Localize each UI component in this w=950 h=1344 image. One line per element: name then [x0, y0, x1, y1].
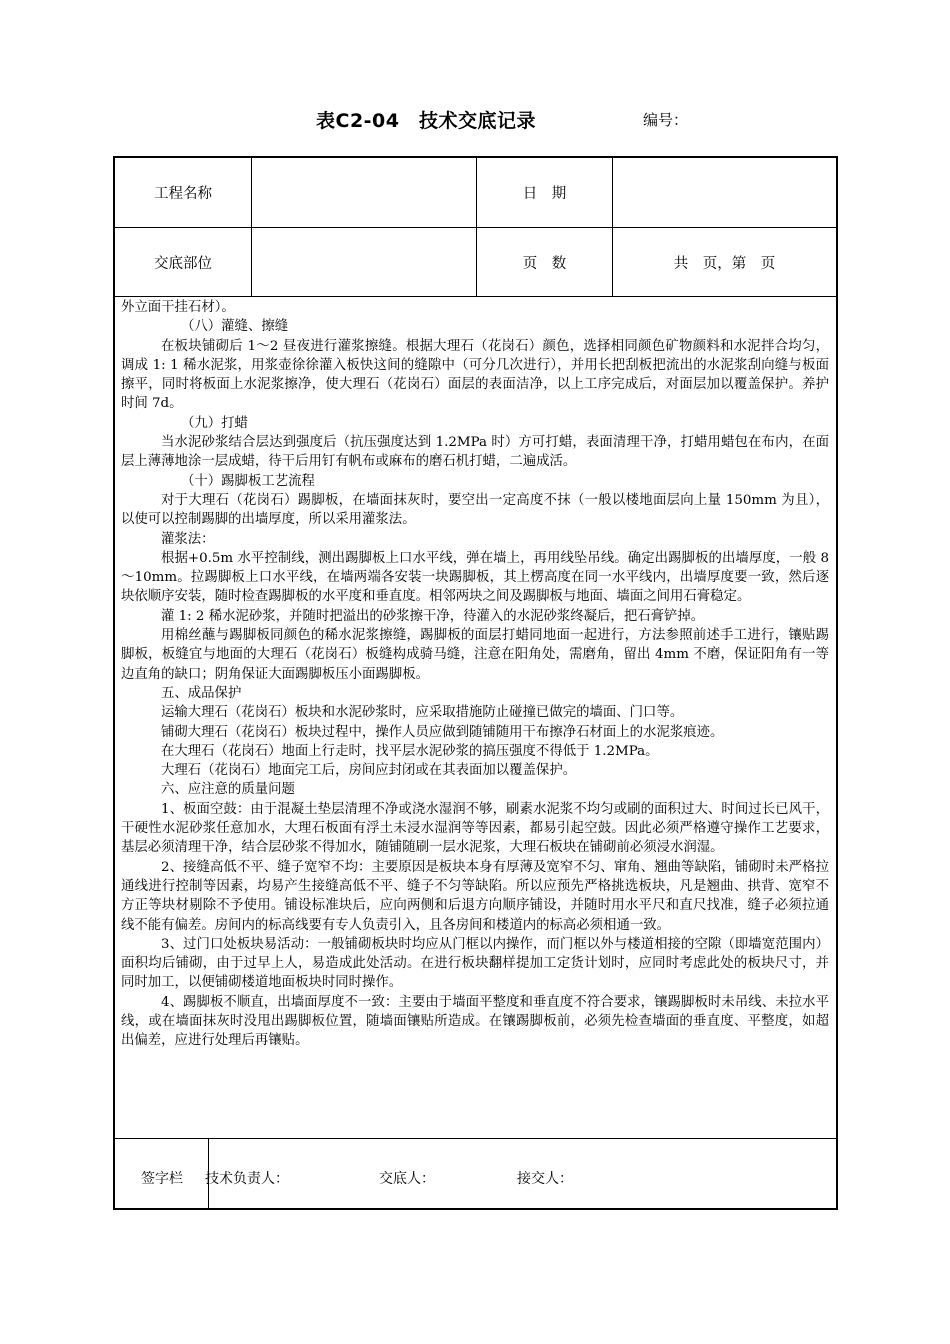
signature-label: 签字栏 [141, 1171, 183, 1187]
paragraph: 在板块铺砌后 1～2 昼夜进行灌浆擦缝。根据大理石（花岗石）颜色，选择相同颜色矿物颜料和水泥拌合均匀，调成 1: 1 稀水泥浆，用浆壶徐徐灌入板快这间的缝隙中（可分几次进行），并用长把刮板把流出的水泥浆刮向缝与板面擦平，同时将板面上水泥浆擦净，使大理石（花岗石）面层的表面洁净，以上工序完成后，对面层加以覆盖保护。养护时间 7d。 [121, 338, 829, 412]
section-heading: 五、成品保护 [161, 685, 242, 701]
paragraph: 根据+0.5m 水平控制线，测出踢脚板上口水平线，弹在墙上，再用线坠吊线。确定出踢脚板的出墙厚度，一般 8～10mm。拉踢脚板上口水平线，在墙两端各安装一块踢脚板，其上楞高度在同一水平线内，出墙厚度要一致，然后逐块依顺序安装，随时检查踢脚板的水平度和垂直度。相邻两块之间及踢脚板与地面、墙面之间用石膏稳定。 [121, 550, 829, 605]
paragraph: 外立面干挂石材）。 [121, 300, 235, 315]
number-label: 编号： [643, 111, 689, 129]
section-heading: （十）踢脚板工艺流程 [181, 473, 315, 489]
date-field[interactable] [613, 158, 836, 227]
paragraph: 用棉丝蘸与踢脚板同颜色的稀水泥浆擦缝，踢脚板的面层打蜡同地面一起进行，方法参照前述手工进行，镶贴踢脚板，板缝宜与地面的大理石（花岗石）板缝构成骑马缝，注意在阳角处，需磨角，留出 4mm 不磨，保证阳角有一等边直角的缺口；阴角保证大面踢脚板压小面踢脚板。 [121, 628, 829, 682]
page-title: 表C2-04 技术交底记录 [316, 110, 536, 132]
project-name-field[interactable] [252, 158, 476, 227]
paragraph: 2、接缝高低不平、缝子宽窄不均：主要原因是板块本身有厚薄及宽窄不匀、窜角、翘曲等缺陷，铺砌时未严格拉通线进行控制等因素，均易产生接缝高低不平、缝子不匀等缺陷。所以应预先严格挑选板块，凡是翘曲、拱背、宽窄不方正等块材剔除不予使用。铺设标准块后，应向两侧和后退方向顺序铺设，并随时用水平尺和直尺找准，缝子必须拉通线不能有偏差。房间内的标高线要有专人负责引入，且各房间和楼道内的标高必须相通一致。 [121, 859, 829, 933]
paragraph: 3、过门口处板块易活动：一般铺砌板块时均应从门框以内操作，而门框以外与楼道相接的空隙（即墙宽范围内）面积均后铺砌，由于过早上人，易造成此处活动。在进行板块翻样提加工定货计划时，应同时考虑此处的板块尺寸，并同时加工，以便铺砌楼道地面板块时同时操作。 [121, 936, 829, 991]
paragraph: 当水泥砂浆结合层达到强度后（抗压强度达到 1.2MPa 时）方可打蜡，表面清理干净，打蜡用蜡包在布内，在面层上薄薄地涂一层成蜡，待干后用钉有帆布或麻布的磨石机打蜡，二遍成活。 [121, 435, 829, 470]
tech-lead-signature[interactable]: 技术负责人： [205, 1171, 289, 1187]
paragraph: 运输大理石（花岗石）板块和水泥砂浆时，应采取措施防止碰撞已做完的墙面、门口等。 [161, 705, 684, 721]
paragraph: 在大理石（花岗石）地面上行走时，找平层水泥砂浆的搞压强度不得低于 1.2MPa。 [161, 743, 659, 759]
disclosure-part-label: 交底部位 [154, 255, 212, 272]
section-heading: （九）打蜡 [181, 415, 248, 431]
receiver-signature[interactable]: 接交人： [517, 1171, 573, 1187]
disclosure-part-field[interactable] [252, 228, 476, 296]
title-bar [0, 106, 950, 134]
paragraph: 1、板面空鼓：由于混凝土垫层清理不净或浇水湿润不够，刷素水泥浆不均匀或刷的面积过大、时间过长已风干，干硬性水泥砂浆任意加水，大理石板面有浮土未浸水湿润等等因素，都易引起空鼓。因此必须严格遵守操作工艺要求，基层必须清理干净，结合层砂浆不得加水，随铺随刷一层水泥浆，大理石板块在铺砌前必须浸水润湿。 [121, 801, 829, 856]
discloser-signature[interactable]: 交底人： [379, 1171, 435, 1187]
section-heading: 六、应注意的质量问题 [161, 782, 295, 798]
paragraph: 灌 1: 2 稀水泥砂浆，并随时把溢出的砂浆擦干净，待灌入的水泥砂浆终凝后，把石膏铲掉。 [161, 608, 705, 624]
disclosure-content [121, 298, 829, 1051]
paragraph: 对于大理石（花岗石）踢脚板，在墙面抹灰时，要空出一定高度不抹（一般以楼地面层向上量 150mm 为且），以使可以控制踢脚的出墙厚度，所以采用灌浆法。 [121, 492, 829, 528]
pages-label: 页 数 [522, 255, 567, 272]
paragraph: 大理石（花岗石）地面完工后，房间应封闭或在其表面加以覆盖保护。 [161, 763, 577, 779]
paragraph: 灌浆法： [161, 531, 215, 547]
paragraph: 铺砌大理石（花岗石）板块过程中，操作人员应做到随铺随用干布擦净石材面上的水泥浆痕迹。 [161, 724, 724, 740]
disclosure-form [113, 156, 838, 1210]
row-divider [115, 296, 836, 297]
project-name-label: 工程名称 [154, 186, 212, 202]
paragraph: 4、踢脚板不顺直，出墙面厚度不一致：主要由于墙面平整度和垂直度不符合要求，镶踢脚板时未吊线、未拉水平线，或在墙面抹灰时没甩出踢脚板位置，随墙面镶贴所造成。在镶踢脚板前，必须先检查墙面的垂直度、平整度，如超出偏差，应进行处理后再镶贴。 [121, 994, 829, 1049]
section-heading: （八）灌缝、擦缝 [181, 319, 289, 335]
date-label: 日 期 [522, 186, 567, 202]
row-divider [115, 1138, 836, 1139]
pages-field: 共 页，第 页 [673, 255, 776, 272]
